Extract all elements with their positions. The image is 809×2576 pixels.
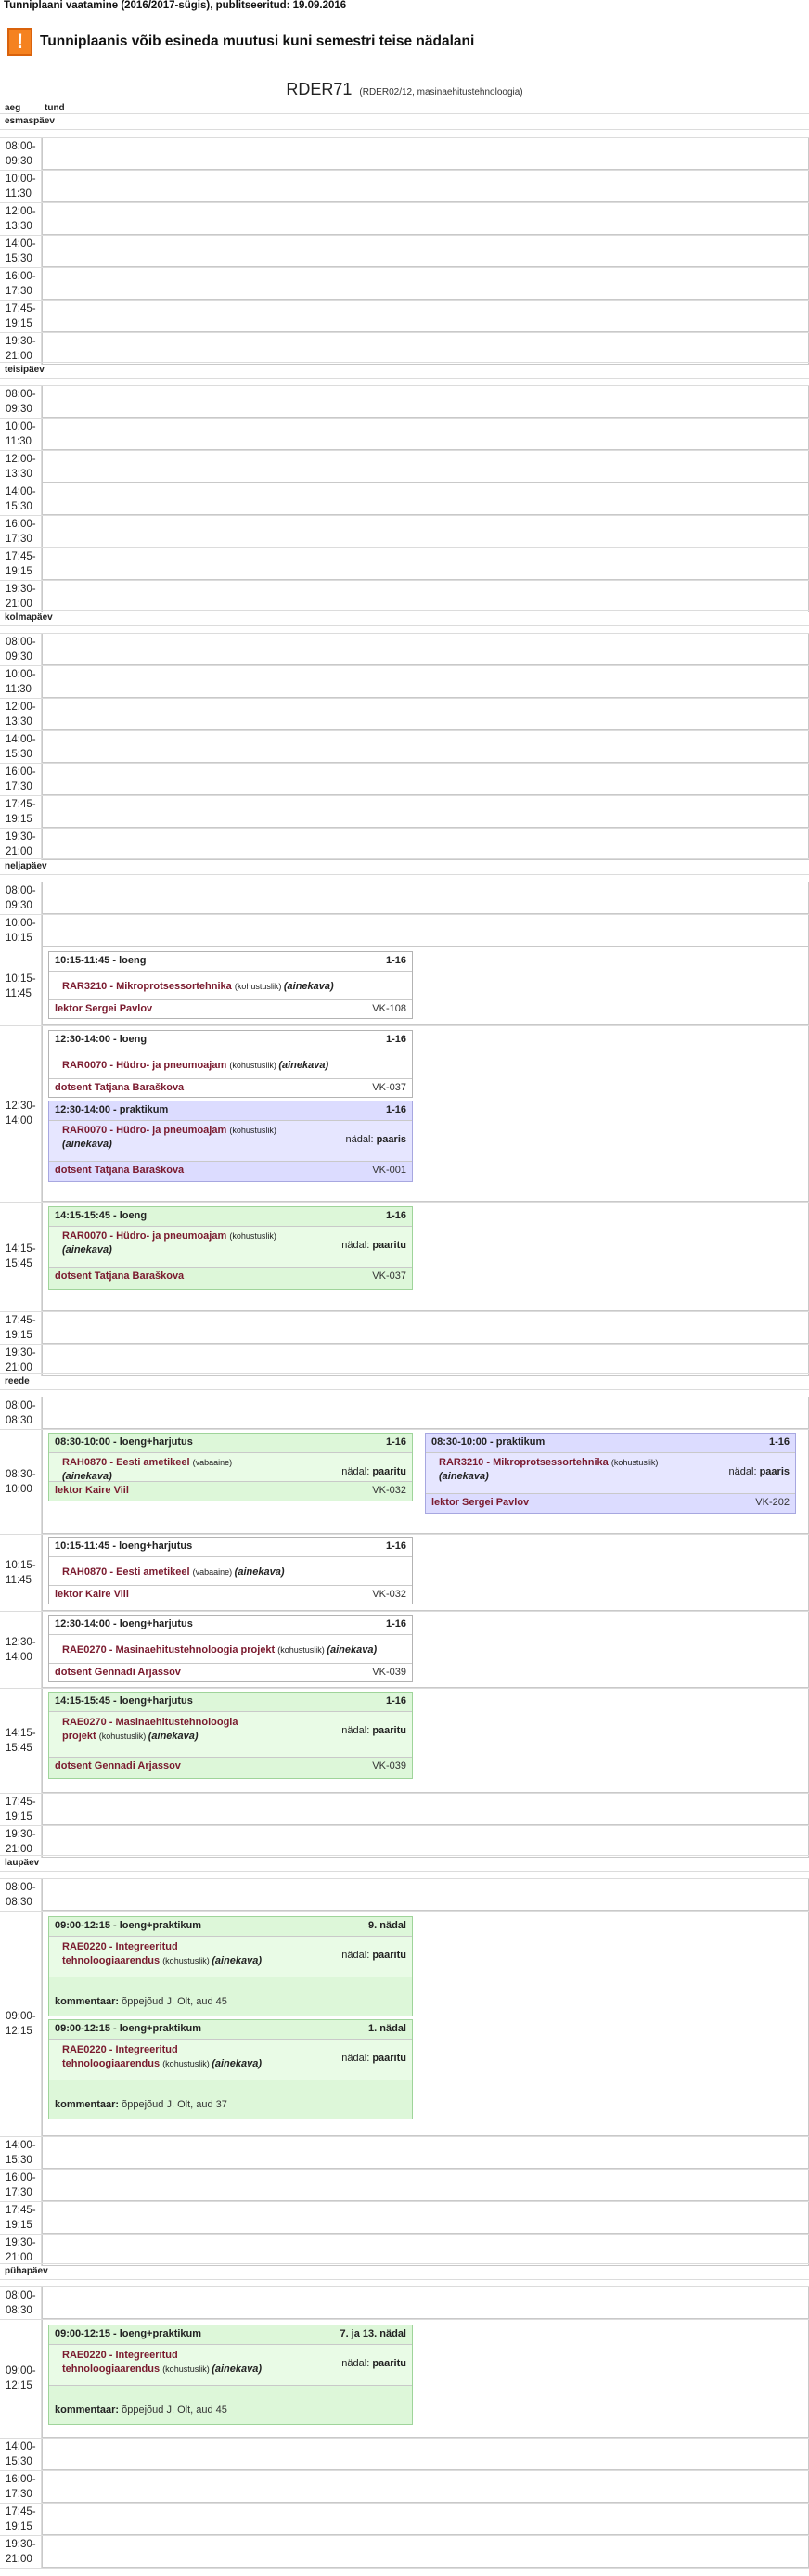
day-label: esmaspäev <box>5 116 55 126</box>
room-label: VK-039 <box>372 1760 406 1771</box>
ainekava-link[interactable]: (ainekava) <box>212 1955 263 1966</box>
class-weeks: 7. ja 13. nädal <box>340 2328 406 2339</box>
row-divider <box>0 730 809 731</box>
room-label: VK-202 <box>755 1497 790 1508</box>
week-parity: nädal: paaritu <box>341 1950 406 1961</box>
time-slot-row <box>42 914 809 947</box>
class-header <box>55 1436 406 1448</box>
row-divider <box>0 2438 809 2439</box>
lecturer-link[interactable]: lektor Kaire Viil <box>55 1589 129 1600</box>
class-weeks: 1-16 <box>385 1618 406 1629</box>
day-divider <box>0 129 809 130</box>
row-divider <box>0 1311 809 1312</box>
time-slot-label: 09:00- 12:15 <box>6 2365 36 2391</box>
row-divider <box>0 202 809 203</box>
class-time: 09:00-12:15 - loeng+praktikum <box>55 2023 202 2034</box>
time-slot-row <box>42 580 809 612</box>
time-slot-label: 17:45- 19:15 <box>6 2505 36 2532</box>
course-kind: (kohustuslik) <box>229 1126 276 1135</box>
group-code: RDER71 <box>286 80 353 98</box>
day-divider <box>0 2279 809 2280</box>
week-parity: nädal: paaritu <box>341 2358 406 2369</box>
class-header <box>55 2328 406 2339</box>
row-divider <box>0 170 809 171</box>
time-slot-row <box>42 2201 809 2234</box>
group-description: (RDER02/12, masinaehitustehnoloogia) <box>359 87 523 97</box>
time-slot-label: 12:00- 13:30 <box>6 453 36 480</box>
time-slot-row <box>42 137 809 170</box>
class-header <box>431 1436 790 1448</box>
class-card[interactable] <box>48 1206 413 1290</box>
row-divider <box>0 235 809 236</box>
row-divider <box>0 2503 809 2504</box>
class-time: 08:30-10:00 - praktikum <box>431 1436 546 1448</box>
ainekava-link[interactable]: (ainekava) <box>212 2058 263 2069</box>
day-divider <box>0 874 809 875</box>
day-divider <box>0 1855 809 1856</box>
row-divider <box>0 665 809 666</box>
class-weeks: 1. nädal <box>368 2023 406 2034</box>
time-slot-label: 14:00- 15:30 <box>6 2441 36 2467</box>
time-slot-label: 19:30- 21:00 <box>6 1828 36 1855</box>
time-slot-row <box>42 698 809 730</box>
class-header <box>55 2023 406 2034</box>
class-time: 10:15-11:45 - loeng+harjutus <box>55 1540 193 1552</box>
class-comment: kommentaar: õppejõud J. Olt, aud 37 <box>55 2099 227 2110</box>
lecturer-link[interactable]: lektor Kaire Viil <box>55 1485 129 1496</box>
time-slot-label: 17:45- 19:15 <box>6 1796 36 1823</box>
time-slot-label: 19:30- 21:00 <box>6 2538 36 2565</box>
time-slot-row <box>42 2169 809 2201</box>
time-slot-label: 17:45- 19:15 <box>6 798 36 825</box>
course-link[interactable]: RAH0870 - Eesti ametikeel (vabaaine) (ainekava) <box>62 1566 285 1578</box>
class-weeks: 1-16 <box>385 1034 406 1045</box>
day-label: reede <box>5 1376 30 1386</box>
time-slot-label: 14:00- 15:30 <box>6 733 36 760</box>
time-slot-label: 10:15- 11:45 <box>6 972 36 999</box>
class-header <box>55 955 406 966</box>
ainekava-link[interactable]: (ainekava) <box>234 1566 285 1578</box>
class-time: 09:00-12:15 - loeng+praktikum <box>55 2328 202 2339</box>
time-slot-row <box>42 385 809 418</box>
class-time: 12:30-14:00 - loeng+harjutus <box>55 1618 193 1629</box>
time-slot-row <box>42 1793 809 1825</box>
ainekava-link[interactable]: (ainekava) <box>62 1471 112 1482</box>
day-divider <box>0 1373 809 1374</box>
day-divider <box>0 1871 809 1872</box>
class-card[interactable] <box>48 1692 413 1779</box>
course-link[interactable]: RAE0270 - Masinaehitustehnoloogia projekt (kohustuslik) (ainekava) <box>62 1644 378 1655</box>
course-link[interactable]: RAR3210 - Mikroprotsessortehnika (kohustuslik) (ainekava) <box>439 1457 659 1482</box>
row-divider <box>0 795 809 796</box>
lecturer-link[interactable]: dotsent Tatjana Baraškova <box>55 1082 185 1093</box>
ainekava-link[interactable]: (ainekava) <box>327 1644 378 1655</box>
course-link[interactable]: RAE0220 - Integreeritud tehnoloogiaarendus (kohustuslik) (ainekava) <box>62 2350 263 2375</box>
time-slot-label: 08:00- 08:30 <box>6 1881 36 1908</box>
week-parity: nädal: paaritu <box>341 1240 406 1251</box>
class-header <box>55 1695 406 1707</box>
class-time: 09:00-12:15 - loeng+praktikum <box>55 1920 202 1931</box>
time-slot-row <box>42 2438 809 2470</box>
time-slot-label: 16:00- 17:30 <box>6 518 36 545</box>
row-divider <box>0 698 809 699</box>
class-comment: kommentaar: õppejõud J. Olt, aud 45 <box>55 1996 227 2007</box>
time-slot-row <box>42 1311 809 1344</box>
class-header <box>55 1618 406 1629</box>
course-link[interactable]: RAE0270 - Masinaehitustehnoloogia projekt (kohustuslik) (ainekava) <box>62 1717 238 1742</box>
time-slot-label: 08:00- 08:30 <box>6 2289 36 2316</box>
row-divider <box>0 515 809 516</box>
lecturer-link[interactable]: dotsent Tatjana Baraškova <box>55 1270 185 1282</box>
row-divider <box>0 633 809 634</box>
class-card[interactable] <box>425 1433 796 1514</box>
time-slot-label: 08:00- 08:30 <box>6 1399 36 1426</box>
course-kind: (kohustuslik) <box>98 1732 148 1741</box>
time-slot-label: 12:00- 13:30 <box>6 701 36 728</box>
row-divider <box>0 1202 809 1203</box>
row-divider <box>0 418 809 419</box>
time-slot-label: 10:00- 11:30 <box>6 668 36 695</box>
class-time: 14:15-15:45 - loeng <box>55 1210 148 1221</box>
time-slot-row <box>42 795 809 828</box>
room-label: VK-032 <box>372 1485 406 1496</box>
class-weeks: 1-16 <box>385 1436 406 1448</box>
room-label: VK-001 <box>372 1165 406 1176</box>
class-card[interactable] <box>48 2019 413 2119</box>
day-label: neljapäev <box>5 861 47 871</box>
row-divider <box>0 914 809 915</box>
row-divider <box>0 2568 809 2569</box>
time-slot-row <box>42 2136 809 2169</box>
ainekava-link[interactable]: (ainekava) <box>439 1471 489 1482</box>
class-card[interactable] <box>48 2325 413 2425</box>
day-label: teisipäev <box>5 365 45 375</box>
week-parity: nädal: paaritu <box>341 1725 406 1736</box>
time-slot-row <box>42 515 809 547</box>
class-card[interactable] <box>48 1101 413 1182</box>
class-time: 08:30-10:00 - loeng+harjutus <box>55 1436 193 1448</box>
course-link[interactable]: RAR3210 - Mikroprotsessortehnika (kohustuslik) (ainekava) <box>62 981 334 992</box>
week-parity: nädal: paaritu <box>341 1466 406 1477</box>
lecturer-link[interactable]: dotsent Gennadi Arjassov <box>55 1760 181 1771</box>
class-card[interactable] <box>48 1030 413 1098</box>
time-slot-label: 19:30- 21:00 <box>6 1346 36 1373</box>
course-kind: (kohustuslik) <box>162 2059 212 2068</box>
time-slot-label: 17:45- 19:15 <box>6 550 36 577</box>
ainekava-link[interactable]: (ainekava) <box>278 1060 329 1071</box>
row-divider <box>0 385 809 386</box>
row-divider <box>0 1534 809 1535</box>
course-kind: (kohustuslik) <box>277 1645 327 1655</box>
row-divider <box>0 763 809 764</box>
time-slot-label: 08:00- 09:30 <box>6 140 36 167</box>
notice-text: Tunniplaanis võib esineda muutusi kuni semestri teise nädalani <box>40 33 475 49</box>
time-slot-row <box>42 1344 809 1376</box>
time-slot-row <box>42 882 809 914</box>
time-slot-row <box>42 1878 809 1911</box>
row-divider <box>0 2136 809 2137</box>
time-slot-label: 16:00- 17:30 <box>6 766 36 792</box>
time-slot-row <box>42 267 809 300</box>
time-slot-row <box>42 828 809 860</box>
time-slot-label: 08:00- 09:30 <box>6 884 36 911</box>
room-label: VK-032 <box>372 1589 406 1600</box>
column-header-class: tund <box>45 103 65 113</box>
ainekava-link[interactable]: (ainekava) <box>62 1139 112 1150</box>
class-card[interactable] <box>48 1916 413 2016</box>
class-comment: kommentaar: õppejõud J. Olt, aud 45 <box>55 2404 227 2415</box>
course-kind: (kohustuslik) <box>610 1458 659 1467</box>
class-header <box>55 1210 406 1221</box>
row-divider <box>0 137 809 138</box>
time-slot-label: 08:30- 10:00 <box>6 1468 36 1495</box>
time-slot-label: 16:00- 17:30 <box>6 2473 36 2500</box>
day-divider <box>0 362 809 363</box>
class-card[interactable] <box>48 1537 413 1604</box>
class-weeks: 1-16 <box>768 1436 790 1448</box>
time-slot-label: 17:45- 19:15 <box>6 303 36 329</box>
week-parity: nädal: paaris <box>345 1134 406 1145</box>
lecturer-link[interactable]: dotsent Gennadi Arjassov <box>55 1667 181 1678</box>
lecturer-link[interactable]: lektor Sergei Pavlov <box>431 1497 530 1508</box>
row-divider <box>0 332 809 333</box>
course-link[interactable]: RAR0070 - Hüdro- ja pneumoajam (kohustuslik) (ainekava) <box>62 1060 329 1071</box>
row-divider <box>0 1825 809 1826</box>
time-slot-label: 19:30- 21:00 <box>6 583 36 610</box>
time-slot-label: 12:00- 13:30 <box>6 205 36 232</box>
day-divider <box>0 858 809 859</box>
time-slot-label: 17:45- 19:15 <box>6 1314 36 1341</box>
time-slot-row <box>42 2535 809 2568</box>
time-slot-row <box>42 2503 809 2535</box>
row-divider <box>0 1688 809 1689</box>
row-divider <box>0 580 809 581</box>
class-weeks: 1-16 <box>385 955 406 966</box>
time-slot-row <box>42 763 809 795</box>
lecturer-link[interactable]: lektor Sergei Pavlov <box>55 1003 153 1014</box>
notice-banner <box>7 26 474 58</box>
class-card[interactable] <box>48 1615 413 1682</box>
row-divider <box>0 1344 809 1345</box>
course-kind: (kohustuslik) <box>229 1231 276 1241</box>
time-slot-row <box>42 450 809 483</box>
class-time: 12:30-14:00 - loeng <box>55 1034 148 1045</box>
time-slot-label: 16:00- 17:30 <box>6 270 36 297</box>
row-divider <box>0 1793 809 1794</box>
ainekava-link[interactable]: (ainekava) <box>212 2363 263 2375</box>
course-link[interactable]: RAE0220 - Integreeritud tehnoloogiaarendus (kohustuslik) (ainekava) <box>62 2044 263 2069</box>
time-slot-label: 12:30- 14:00 <box>6 1101 36 1127</box>
page-title: Tunniplaani vaatamine (2016/2017-sügis), publitseeritud: 19.09.2016 <box>4 0 347 11</box>
row-divider <box>0 1878 809 1879</box>
row-divider <box>0 450 809 451</box>
course-kind: (kohustuslik) <box>229 1061 279 1070</box>
row-divider <box>0 2319 809 2320</box>
week-parity: nädal: paaritu <box>341 2053 406 2064</box>
course-kind: (vabaaine) <box>192 1567 235 1577</box>
lecturer-link[interactable]: dotsent Tatjana Baraškova <box>55 1165 185 1176</box>
class-weeks: 1-16 <box>385 1540 406 1552</box>
day-label: laupäev <box>5 1858 40 1868</box>
ainekava-link[interactable]: (ainekava) <box>283 981 334 992</box>
time-slot-label: 10:00- 11:30 <box>6 420 36 447</box>
day-divider <box>0 2263 809 2264</box>
time-slot-label: 14:15- 15:45 <box>6 1243 36 1269</box>
column-header-time: aeg <box>5 103 21 113</box>
class-time: 10:15-11:45 - loeng <box>55 955 147 966</box>
time-slot-label: 17:45- 19:15 <box>6 2204 36 2231</box>
row-divider <box>0 300 809 301</box>
class-weeks: 1-16 <box>385 1695 406 1707</box>
row-divider <box>0 1429 809 1430</box>
time-slot-label: 14:00- 15:30 <box>6 485 36 512</box>
time-slot-row <box>42 332 809 365</box>
day-divider <box>0 113 809 114</box>
day-label: pühapäev <box>5 2266 48 2276</box>
time-slot-label: 16:00- 17:30 <box>6 2171 36 2198</box>
course-link[interactable]: RAR0070 - Hüdro- ja pneumoajam (kohustuslik) (ainekava) <box>62 1230 276 1256</box>
course-kind: (kohustuslik) <box>234 982 284 991</box>
row-divider <box>0 2234 809 2235</box>
time-slot-label: 09:00- 12:15 <box>6 2010 36 2037</box>
room-label: VK-037 <box>372 1270 406 1282</box>
time-slot-row <box>42 2234 809 2266</box>
day-divider <box>0 1389 809 1390</box>
day-divider <box>0 610 809 611</box>
class-header <box>55 1540 406 1552</box>
time-slot-row <box>42 2470 809 2503</box>
time-slot-label: 10:15- 11:45 <box>6 1559 36 1586</box>
time-slot-row <box>42 483 809 515</box>
room-label: VK-039 <box>372 1667 406 1678</box>
class-time: 12:30-14:00 - praktikum <box>55 1104 169 1115</box>
course-link[interactable]: RAE0220 - Integreeritud tehnoloogiaarendus (kohustuslik) (ainekava) <box>62 1941 263 1966</box>
time-slot-row <box>42 547 809 580</box>
time-slot-label: 19:30- 21:00 <box>6 831 36 857</box>
class-header <box>55 1104 406 1115</box>
row-divider <box>0 2470 809 2471</box>
room-label: VK-108 <box>372 1003 406 1014</box>
row-divider <box>0 1611 809 1612</box>
class-header <box>55 1920 406 1931</box>
time-slot-label: 08:00- 09:30 <box>6 636 36 663</box>
time-slot-label: 08:00- 09:30 <box>6 388 36 415</box>
row-divider <box>0 2535 809 2536</box>
row-divider <box>0 547 809 548</box>
row-divider <box>0 2286 809 2287</box>
time-slot-row <box>42 1825 809 1858</box>
row-divider <box>0 2201 809 2202</box>
class-header <box>55 1034 406 1045</box>
time-slot-label: 19:30- 21:00 <box>6 335 36 362</box>
time-slot-row <box>42 730 809 763</box>
week-parity: nädal: paaris <box>728 1466 790 1477</box>
time-slot-row <box>42 665 809 698</box>
time-slot-label: 14:00- 15:30 <box>6 2139 36 2166</box>
group-heading <box>0 80 809 99</box>
row-divider <box>0 267 809 268</box>
row-divider <box>0 1025 809 1026</box>
course-link[interactable]: RAR0070 - Hüdro- ja pneumoajam (kohustuslik) (ainekava) <box>62 1125 276 1150</box>
course-link[interactable]: RAH0870 - Eesti ametikeel (vabaaine) (ainekava) <box>62 1457 233 1482</box>
day-divider <box>0 378 809 379</box>
row-divider <box>0 828 809 829</box>
time-slot-row <box>42 633 809 665</box>
ainekava-link[interactable]: (ainekava) <box>148 1731 199 1742</box>
room-label: VK-037 <box>372 1082 406 1093</box>
class-card[interactable] <box>48 1433 413 1501</box>
time-slot-label: 19:30- 21:00 <box>6 2236 36 2263</box>
time-slot-label: 10:00- 11:30 <box>6 173 36 200</box>
row-divider <box>0 2169 809 2170</box>
class-weeks: 1-16 <box>385 1104 406 1115</box>
time-slot-row <box>42 300 809 332</box>
time-slot-row <box>42 202 809 235</box>
time-slot-row <box>42 418 809 450</box>
exclamation-icon: ! <box>7 28 32 56</box>
row-divider <box>0 1911 809 1912</box>
time-slot-row <box>42 170 809 202</box>
time-slot-label: 12:30- 14:00 <box>6 1636 36 1663</box>
class-card[interactable] <box>48 951 413 1019</box>
class-weeks: 1-16 <box>385 1210 406 1221</box>
time-slot-row <box>42 2286 809 2319</box>
day-label: kolmapäev <box>5 612 53 623</box>
time-slot-row <box>42 1397 809 1429</box>
time-slot-row <box>42 235 809 267</box>
course-kind: (vabaaine) <box>192 1458 233 1467</box>
time-slot-label: 14:00- 15:30 <box>6 238 36 264</box>
ainekava-link[interactable]: (ainekava) <box>62 1244 112 1256</box>
course-kind: (kohustuslik) <box>162 1956 212 1965</box>
time-slot-label: 10:00- 10:15 <box>6 917 36 944</box>
class-weeks: 9. nädal <box>368 1920 406 1931</box>
class-time: 14:15-15:45 - loeng+harjutus <box>55 1695 193 1707</box>
course-kind: (kohustuslik) <box>162 2364 212 2374</box>
time-slot-label: 14:15- 15:45 <box>6 1727 36 1754</box>
day-divider <box>0 625 809 626</box>
